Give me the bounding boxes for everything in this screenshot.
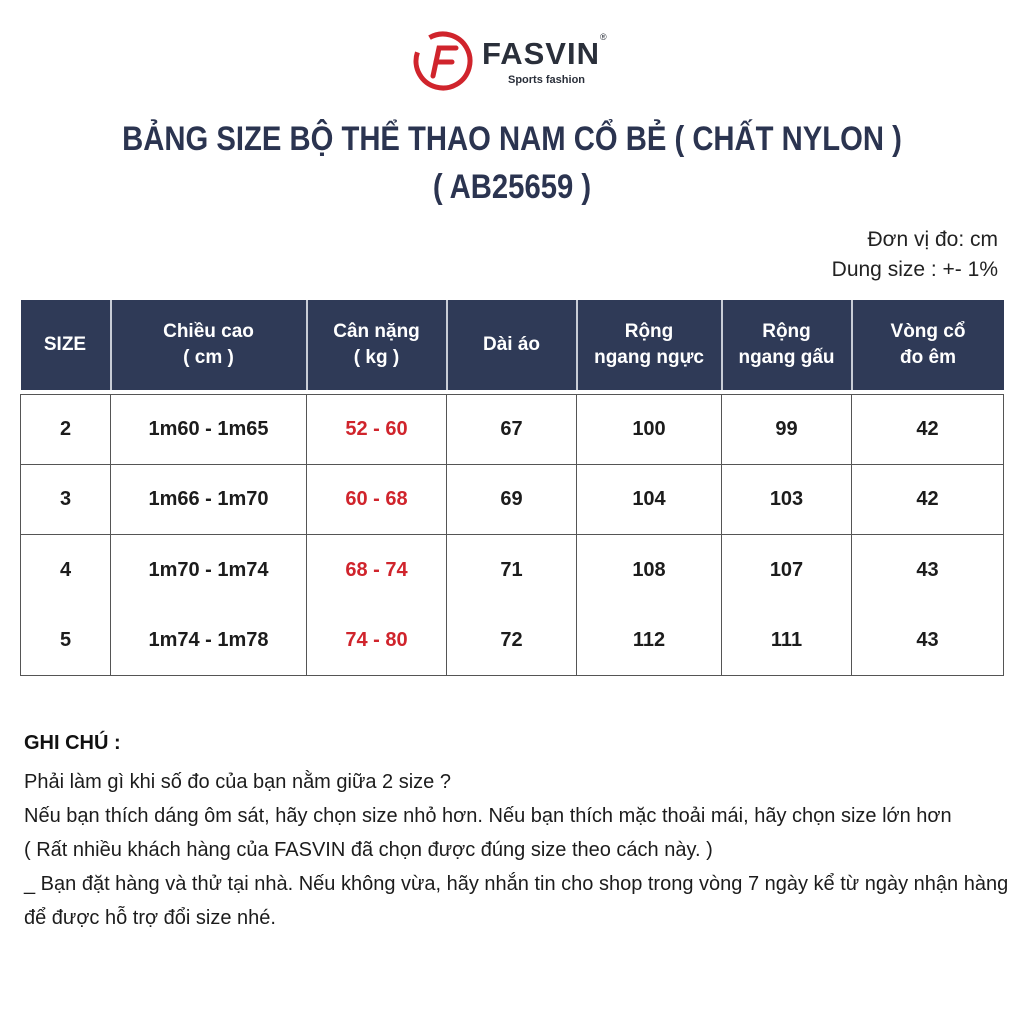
note-line: Nếu bạn thích dáng ôm sát, hãy chọn size nhỏ hơn. Nếu bạn thích mặc thoải mái, hãy chọn size lớn hơn [24, 805, 952, 827]
cell-height: 1m70 - 1m74 [111, 535, 307, 606]
note-line: để được hỗ trợ đổi size nhé. [24, 907, 276, 929]
header-size: SIZE [21, 300, 111, 390]
cell-chest-width: 112 [577, 605, 722, 676]
fasvin-logo-icon [412, 30, 474, 92]
cell-size: 4 [21, 535, 111, 606]
cell-neck: 42 [852, 465, 1004, 535]
cell-size: 2 [21, 395, 111, 465]
cell-shirt-length: 72 [447, 605, 577, 676]
cell-shirt-length: 71 [447, 535, 577, 606]
header-hem-width: Rộng ngang gấu [722, 300, 852, 390]
unit-note: Đơn vị đo: cm [867, 228, 998, 251]
cell-neck: 43 [852, 605, 1004, 676]
cell-height: 1m60 - 1m65 [111, 395, 307, 465]
cell-hem-width: 107 [722, 535, 852, 606]
page-title: BẢNG SIZE BỘ THỂ THAO NAM CỔ BẺ ( CHẤT NYLON ) [122, 120, 902, 158]
header-neck: Vòng cổ đo êm [852, 300, 1004, 390]
cell-chest-width: 100 [577, 395, 722, 465]
cell-weight: 60 - 68 [307, 465, 447, 535]
cell-size: 3 [21, 465, 111, 535]
tolerance-note: Dung size : +- 1% [831, 258, 998, 281]
cell-hem-width: 111 [722, 605, 852, 676]
note-line: ( Rất nhiều khách hàng của FASVIN đã chọn được đúng size theo cách này. ) [24, 839, 713, 861]
cell-hem-width: 103 [722, 465, 852, 535]
registered-mark: ® [600, 32, 607, 42]
note-line: _ Bạn đặt hàng và thử tại nhà. Nếu không vừa, hãy nhắn tin cho shop trong vòng 7 ngày kể từ ngày nhận hàng [24, 873, 1009, 895]
cell-size: 5 [21, 605, 111, 676]
header-height: Chiều cao ( cm ) [111, 300, 307, 390]
brand-logo [412, 30, 622, 94]
header-chest-width: Rộng ngang ngực [577, 300, 722, 390]
brand-name: FASVIN [482, 36, 600, 71]
cell-weight: 52 - 60 [307, 395, 447, 465]
cell-weight: 68 - 74 [307, 535, 447, 606]
cell-hem-width: 99 [722, 395, 852, 465]
note-line: Phải làm gì khi số đo của bạn nằm giữa 2 size ? [24, 771, 451, 793]
cell-neck: 42 [852, 395, 1004, 465]
product-code: ( AB25659 ) [432, 168, 592, 206]
cell-weight: 74 - 80 [307, 605, 447, 676]
notes-heading: GHI CHÚ : [24, 732, 121, 754]
header-shirt-length: Dài áo [447, 300, 577, 390]
table-row [21, 535, 1004, 606]
cell-chest-width: 108 [577, 535, 722, 606]
table-row [21, 605, 1004, 676]
cell-neck: 43 [852, 535, 1004, 606]
cell-height: 1m74 - 1m78 [111, 605, 307, 676]
notes-section [24, 732, 1014, 935]
cell-shirt-length: 69 [447, 465, 577, 535]
table-header-row [21, 300, 1004, 390]
cell-shirt-length: 67 [447, 395, 577, 465]
table-row [21, 395, 1004, 465]
table-row [21, 465, 1004, 535]
header-weight: Cân nặng ( kg ) [307, 300, 447, 390]
cell-height: 1m66 - 1m70 [111, 465, 307, 535]
size-table [20, 300, 1004, 676]
brand-tagline: Sports fashion [508, 74, 586, 86]
cell-chest-width: 104 [577, 465, 722, 535]
